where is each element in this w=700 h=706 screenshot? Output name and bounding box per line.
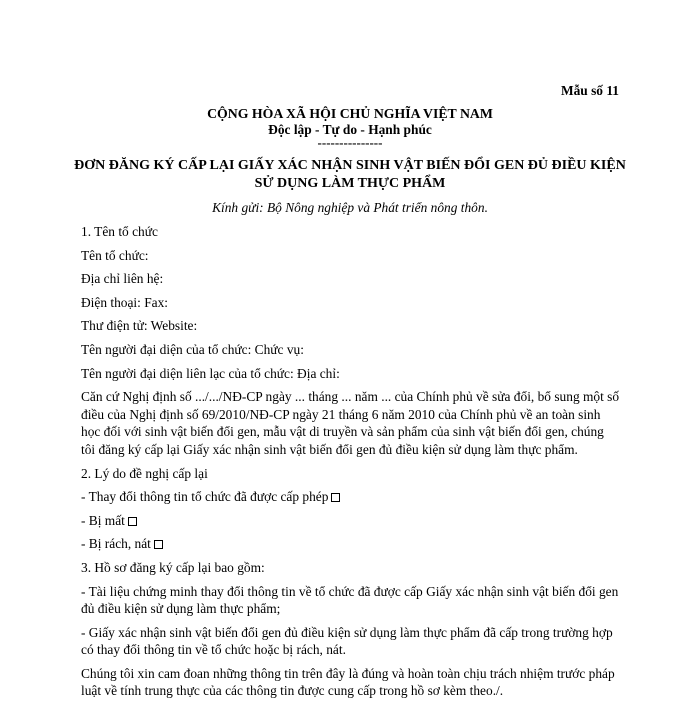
header-divider: --------------- (317, 135, 383, 150)
recipient: Kính gửi: Bộ Nông nghiệp và Phát triển nông thôn. (212, 200, 488, 215)
org-name-field: Tên tổ chức: (81, 247, 149, 263)
nation-heading: CỘNG HÒA XÃ HỘI CHỦ NGHĨA VIỆT NAM (207, 106, 493, 121)
address-field: Địa chỉ liên hệ: (81, 271, 164, 287)
representative-field: Tên người đại diện của tổ chức: Chức vụ: (81, 341, 304, 357)
document-title: ĐƠN ĐĂNG KÝ CẤP LẠI GIẤY XÁC NHẬN SINH VẬT BIẾN ĐỔI GEN ĐỦ ĐIỀU KIỆN SỬ DỤNG LÀM THỰC PHẨM (74, 158, 626, 191)
reason-option (81, 512, 621, 530)
section1-heading: 1. Tên tổ chức (81, 224, 158, 239)
checkbox-icon[interactable] (154, 540, 163, 549)
dossier-item: - Tài liệu chứng minh thay đổi thông tin về tổ chức đã được cấp Giấy xác nhận sinh vật biến đổi gen đủ điều kiện sử dụng làm thực phẩm; (81, 583, 619, 617)
contact-person-field: Tên người đại diện liên lạc của tổ chức: Địa chỉ: (81, 365, 340, 381)
section2-heading: 2. Lý do đề nghị cấp lại (81, 465, 208, 481)
phone-fax-field: Điện thoại: Fax: (81, 294, 169, 310)
form-number: Mẫu số 11 (560, 83, 619, 98)
reason-option (81, 488, 621, 506)
checkbox-icon[interactable] (331, 493, 340, 502)
document-body (81, 223, 621, 706)
reason-option-label: - Bị mất (81, 512, 125, 528)
checkbox-icon[interactable] (128, 517, 137, 526)
section3-heading: 3. Hồ sơ đăng ký cấp lại bao gồm: (81, 559, 265, 575)
declaration-paragraph: Chúng tôi xin cam đoan những thông tin trên đây là đúng và hoàn toàn chịu trách nhiệm trước pháp luật về tính trung thực của các thông tin được cung cấp trong hồ sơ kèm theo./. (81, 665, 615, 699)
reason-option-label: - Bị rách, nát (81, 536, 151, 552)
motto: Độc lập - Tự do - Hạnh phúc (268, 122, 432, 137)
dossier-item: - Giấy xác nhận sinh vật biến đổi gen đủ điều kiện sử dụng làm thực phẩm đã cấp trong trường hợp có thay đổi thông tin về tổ chức hoặc bị rách, nát. (81, 624, 613, 658)
reason-option (81, 535, 621, 553)
reason-option-label: - Thay đổi thông tin tổ chức đã được cấp phép (81, 489, 329, 505)
email-website-field: Thư điện tử: Website: (81, 318, 198, 334)
legal-basis-paragraph: Căn cứ Nghị định số .../.../NĐ-CP ngày ... tháng ... năm ... của Chính phủ về sửa đổi, bổ sung một số điều của Nghị định số 69/2010/NĐ-CP ngày 21 tháng 6 năm 2010 của Chính phủ về an toàn sinh học đối với sinh vật biến đổi gen, mẫu vật di truyền và sản phẩm của sinh vật biến đổi gen, chúng tôi đăng ký cấp lại Giấy xác nhận sinh vật biến đổi gen đủ điều kiện sử dụng làm thực phẩm. (81, 389, 620, 457)
